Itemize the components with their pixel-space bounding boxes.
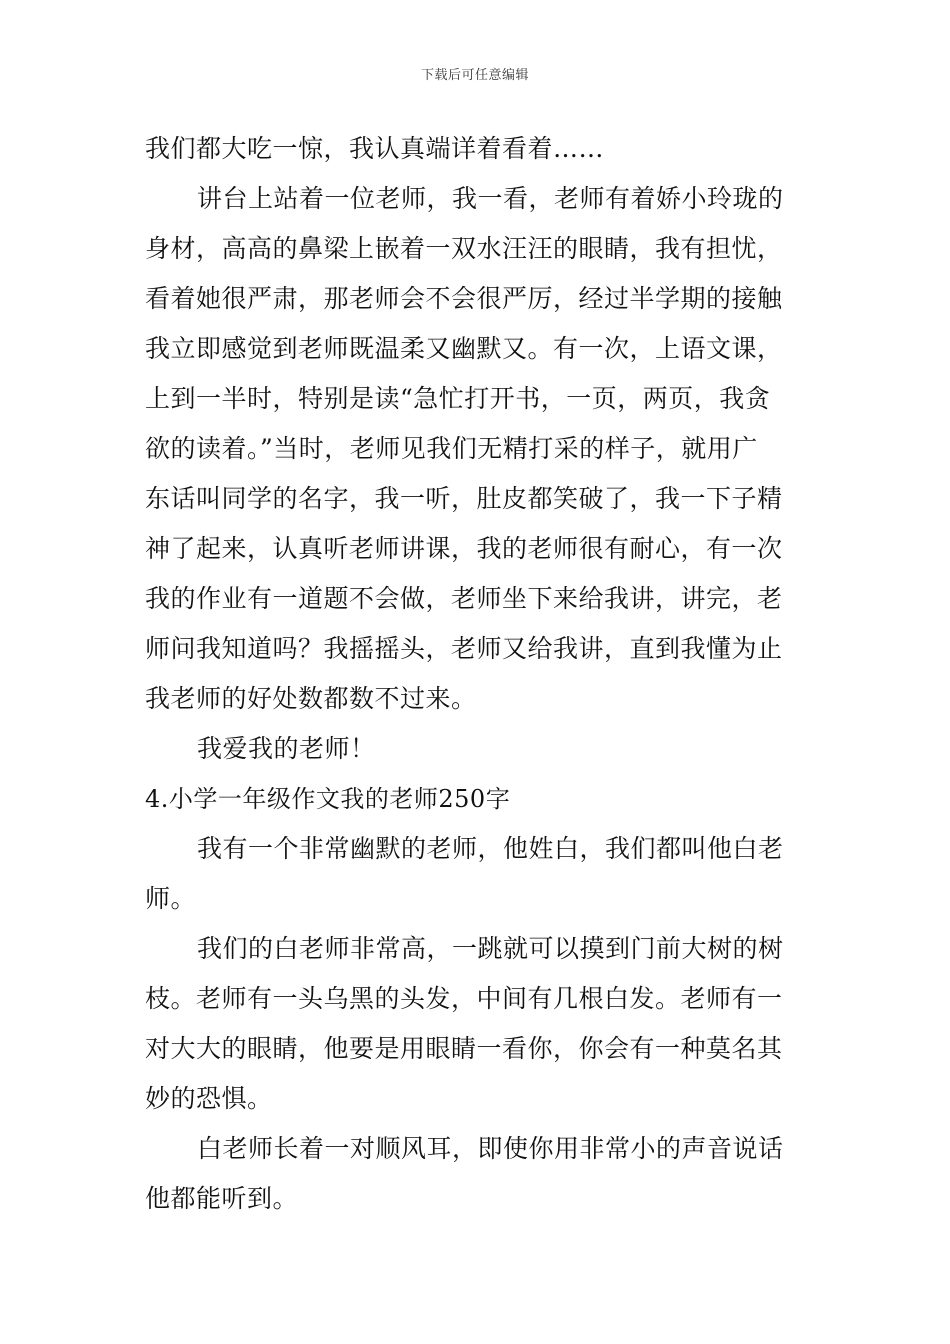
text-line: 枝。老师有一头乌黑的头发，中间有几根白发。老师有一 xyxy=(145,984,783,1013)
text-line: 对大大的眼睛，他要是用眼睛一看你，你会有一种莫名其 xyxy=(145,1034,783,1063)
text-line: 我们都大吃一惊，我认真端详着看着…… xyxy=(145,134,605,163)
text-line: 身材，高高的鼻梁上嵌着一双水汪汪的眼睛，我有担忧， xyxy=(145,234,783,263)
page-header: 下载后可任意编辑 xyxy=(420,68,529,83)
text-line: 我老师的好处数都数不过来。 xyxy=(145,684,477,713)
paragraph-start: 讲台上站着一位老师，我一看，老师有着娇小玲珑的 xyxy=(197,184,784,213)
text-line: 他都能听到。 xyxy=(145,1184,299,1213)
text-line: 我的作业有一道题不会做，老师坐下来给我讲，讲完，老 xyxy=(145,584,783,613)
text-line: 我立即感觉到老师既温柔又幽默又。有一次，上语文课， xyxy=(145,334,783,363)
text-line: 欲的读着。”当时，老师见我们无精打采的样子，就用广 xyxy=(145,434,758,463)
text-line: 妙的恐惧。 xyxy=(145,1084,273,1113)
text-line: 师。 xyxy=(145,884,197,913)
text-line: 看着她很严肃，那老师会不会很严厉，经过半学期的接触 xyxy=(145,284,783,313)
text-line: 神了起来，认真听老师讲课，我的老师很有耐心，有一次 xyxy=(145,534,783,563)
text-line: 东话叫同学的名字，我一听，肚皮都笑破了，我一下子精 xyxy=(145,484,783,513)
text-line: 上到一半时，特别是读“急忙打开书，一页，两页，我贪 xyxy=(145,384,771,413)
paragraph-start: 白老师长着一对顺风耳，即使你用非常小的声音说话 xyxy=(197,1134,784,1163)
paragraph-start: 我们的白老师非常高，一跳就可以摸到门前大树的树 xyxy=(197,934,784,963)
text-line: 师问我知道吗？我摇摇头，老师又给我讲，直到我懂为止 xyxy=(145,634,783,663)
paragraph-start: 我爱我的老师！ xyxy=(197,734,376,763)
section-title: 4.小学一年级作文我的老师250字 xyxy=(145,785,511,813)
paragraph-start: 我有一个非常幽默的老师，他姓白，我们都叫他白老 xyxy=(197,834,784,863)
